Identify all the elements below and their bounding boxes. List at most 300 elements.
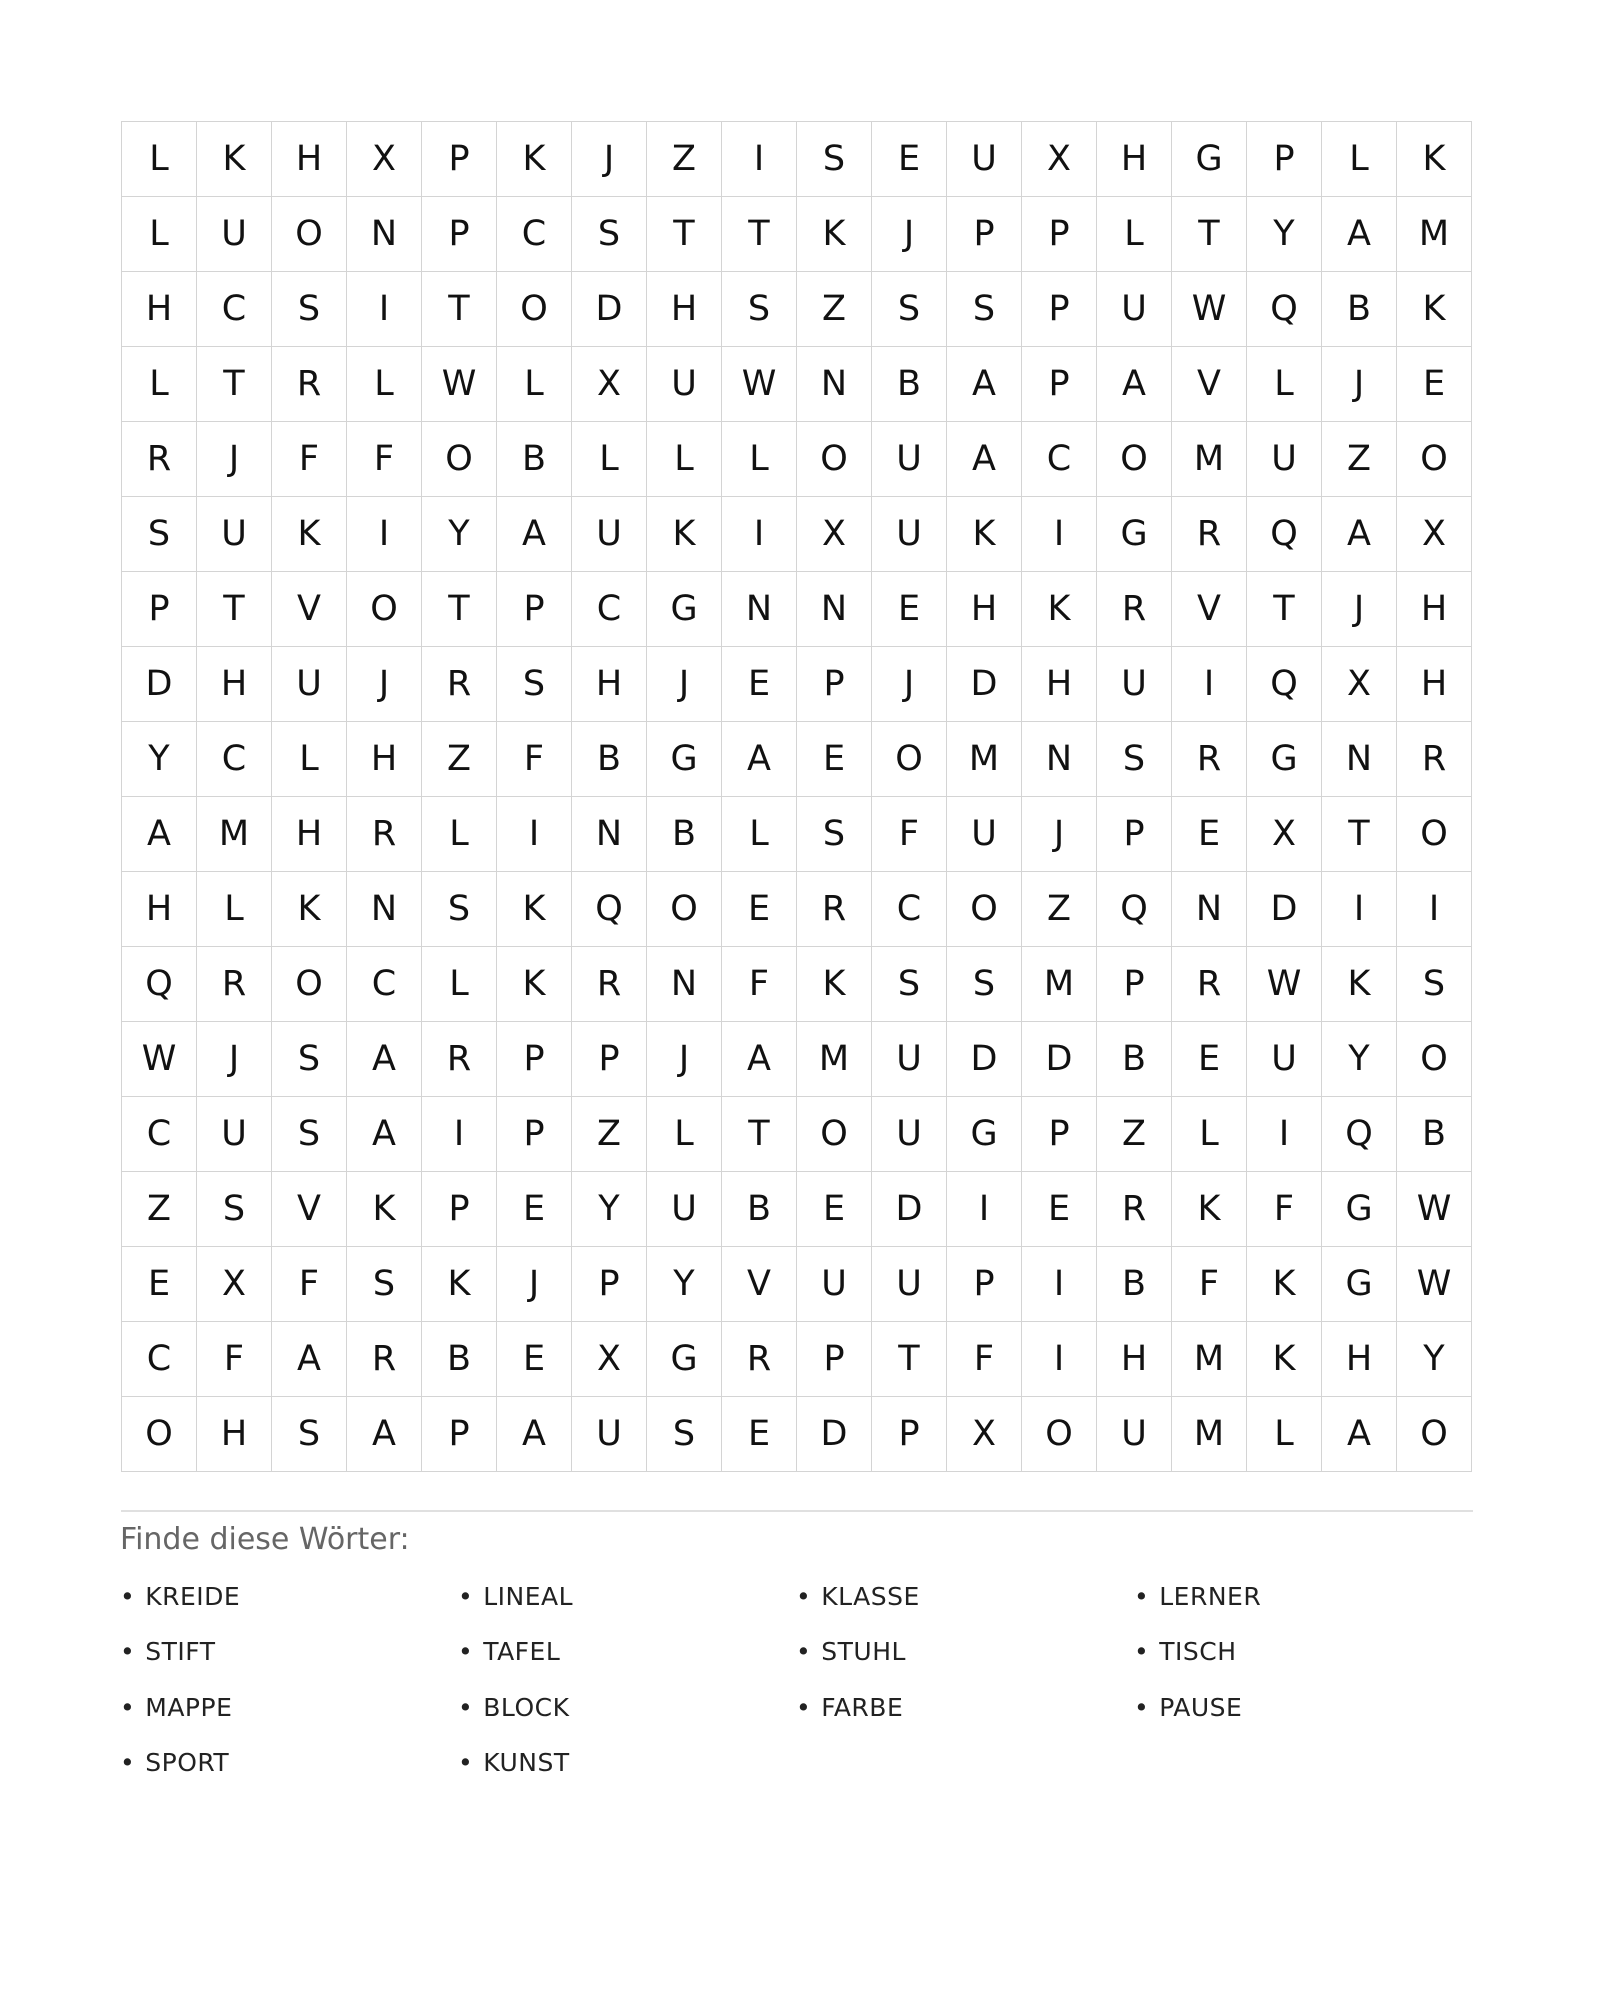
grid-cell[interactable]: Y	[1322, 1022, 1397, 1097]
grid-cell[interactable]: P	[1022, 1097, 1097, 1172]
grid-cell[interactable]: U	[872, 497, 947, 572]
grid-cell[interactable]: P	[797, 1322, 872, 1397]
grid-cell[interactable]: B	[872, 347, 947, 422]
grid-cell[interactable]: A	[722, 1022, 797, 1097]
grid-cell[interactable]: N	[572, 797, 647, 872]
grid-cell[interactable]: Y	[122, 722, 197, 797]
grid-cell[interactable]: G	[1097, 497, 1172, 572]
grid-cell[interactable]: S	[272, 1022, 347, 1097]
grid-cell[interactable]: R	[122, 422, 197, 497]
grid-cell[interactable]: F	[197, 1322, 272, 1397]
grid-cell[interactable]: C	[122, 1097, 197, 1172]
grid-cell[interactable]: K	[797, 197, 872, 272]
grid-cell[interactable]: B	[422, 1322, 497, 1397]
grid-cell[interactable]: P	[497, 1022, 572, 1097]
grid-cell[interactable]: K	[1247, 1322, 1322, 1397]
grid-cell[interactable]: P	[872, 1397, 947, 1472]
grid-cell[interactable]: H	[122, 872, 197, 947]
grid-cell[interactable]: I	[1322, 872, 1397, 947]
grid-cell[interactable]: H	[122, 272, 197, 347]
grid-cell[interactable]: E	[497, 1322, 572, 1397]
grid-cell[interactable]: Z	[572, 1097, 647, 1172]
grid-cell[interactable]: U	[872, 1022, 947, 1097]
grid-cell[interactable]: T	[647, 197, 722, 272]
grid-cell[interactable]: R	[1097, 1172, 1172, 1247]
grid-cell[interactable]: P	[497, 1097, 572, 1172]
grid-cell[interactable]: G	[647, 722, 722, 797]
grid-cell[interactable]: L	[1172, 1097, 1247, 1172]
grid-cell[interactable]: C	[572, 572, 647, 647]
grid-cell[interactable]: X	[1247, 797, 1322, 872]
grid-cell[interactable]: T	[872, 1322, 947, 1397]
grid-cell[interactable]: I	[1247, 1097, 1322, 1172]
grid-cell[interactable]: A	[947, 422, 1022, 497]
grid-cell[interactable]: X	[572, 1322, 647, 1397]
grid-cell[interactable]: O	[797, 422, 872, 497]
grid-cell[interactable]: E	[797, 1172, 872, 1247]
grid-cell[interactable]: E	[122, 1247, 197, 1322]
grid-cell[interactable]: R	[1172, 497, 1247, 572]
grid-cell[interactable]: M	[797, 1022, 872, 1097]
grid-cell[interactable]: E	[872, 122, 947, 197]
grid-cell[interactable]: G	[947, 1097, 1022, 1172]
grid-cell[interactable]: R	[347, 1322, 422, 1397]
grid-cell[interactable]: Z	[422, 722, 497, 797]
grid-cell[interactable]: K	[422, 1247, 497, 1322]
grid-cell[interactable]: L	[647, 422, 722, 497]
grid-cell[interactable]: S	[272, 272, 347, 347]
grid-cell[interactable]: R	[197, 947, 272, 1022]
grid-cell[interactable]: P	[1097, 947, 1172, 1022]
grid-cell[interactable]: R	[1397, 722, 1472, 797]
grid-cell[interactable]: T	[1247, 572, 1322, 647]
grid-cell[interactable]: U	[572, 497, 647, 572]
grid-cell[interactable]: H	[347, 722, 422, 797]
grid-cell[interactable]: F	[872, 797, 947, 872]
grid-cell[interactable]: U	[947, 122, 1022, 197]
grid-cell[interactable]: J	[1022, 797, 1097, 872]
grid-cell[interactable]: W	[422, 347, 497, 422]
grid-cell[interactable]: R	[1097, 572, 1172, 647]
grid-cell[interactable]: C	[197, 272, 272, 347]
grid-cell[interactable]: F	[497, 722, 572, 797]
grid-cell[interactable]: I	[1022, 497, 1097, 572]
grid-cell[interactable]: L	[122, 122, 197, 197]
grid-cell[interactable]: Q	[122, 947, 197, 1022]
grid-cell[interactable]: T	[197, 572, 272, 647]
grid-cell[interactable]: D	[797, 1397, 872, 1472]
grid-cell[interactable]: S	[497, 647, 572, 722]
grid-cell[interactable]: R	[722, 1322, 797, 1397]
grid-cell[interactable]: V	[272, 572, 347, 647]
grid-cell[interactable]: T	[422, 272, 497, 347]
grid-cell[interactable]: N	[647, 947, 722, 1022]
grid-cell[interactable]: E	[1397, 347, 1472, 422]
grid-cell[interactable]: W	[1397, 1247, 1472, 1322]
grid-cell[interactable]: H	[197, 1397, 272, 1472]
grid-cell[interactable]: V	[722, 1247, 797, 1322]
grid-cell[interactable]: S	[272, 1397, 347, 1472]
grid-cell[interactable]: O	[1397, 797, 1472, 872]
grid-cell[interactable]: D	[872, 1172, 947, 1247]
grid-cell[interactable]: O	[1397, 422, 1472, 497]
grid-cell[interactable]: T	[1322, 797, 1397, 872]
grid-cell[interactable]: U	[647, 1172, 722, 1247]
grid-cell[interactable]: N	[347, 197, 422, 272]
grid-cell[interactable]: B	[1097, 1022, 1172, 1097]
grid-cell[interactable]: I	[347, 497, 422, 572]
grid-cell[interactable]: A	[1322, 497, 1397, 572]
grid-cell[interactable]: O	[1397, 1397, 1472, 1472]
grid-cell[interactable]: K	[497, 872, 572, 947]
grid-cell[interactable]: K	[1397, 122, 1472, 197]
grid-cell[interactable]: R	[1172, 722, 1247, 797]
grid-cell[interactable]: A	[947, 347, 1022, 422]
grid-cell[interactable]: N	[1022, 722, 1097, 797]
grid-cell[interactable]: F	[722, 947, 797, 1022]
grid-cell[interactable]: I	[722, 497, 797, 572]
grid-cell[interactable]: J	[497, 1247, 572, 1322]
grid-cell[interactable]: U	[872, 1097, 947, 1172]
grid-cell[interactable]: N	[1322, 722, 1397, 797]
grid-cell[interactable]: S	[797, 122, 872, 197]
grid-cell[interactable]: K	[947, 497, 1022, 572]
grid-cell[interactable]: I	[722, 122, 797, 197]
grid-cell[interactable]: B	[1322, 272, 1397, 347]
grid-cell[interactable]: L	[197, 872, 272, 947]
grid-cell[interactable]: C	[347, 947, 422, 1022]
grid-cell[interactable]: M	[947, 722, 1022, 797]
grid-cell[interactable]: L	[647, 1097, 722, 1172]
grid-cell[interactable]: F	[1247, 1172, 1322, 1247]
grid-cell[interactable]: B	[1397, 1097, 1472, 1172]
grid-cell[interactable]: M	[1172, 1322, 1247, 1397]
grid-cell[interactable]: M	[197, 797, 272, 872]
grid-cell[interactable]: S	[347, 1247, 422, 1322]
grid-cell[interactable]: E	[497, 1172, 572, 1247]
grid-cell[interactable]: X	[572, 347, 647, 422]
grid-cell[interactable]: N	[797, 347, 872, 422]
grid-cell[interactable]: K	[1322, 947, 1397, 1022]
grid-cell[interactable]: W	[1172, 272, 1247, 347]
grid-cell[interactable]: U	[1247, 422, 1322, 497]
grid-cell[interactable]: O	[1022, 1397, 1097, 1472]
grid-cell[interactable]: C	[497, 197, 572, 272]
grid-cell[interactable]: H	[1322, 1322, 1397, 1397]
grid-cell[interactable]: K	[197, 122, 272, 197]
grid-cell[interactable]: L	[272, 722, 347, 797]
grid-cell[interactable]: L	[497, 347, 572, 422]
grid-cell[interactable]: L	[1322, 122, 1397, 197]
grid-cell[interactable]: L	[1097, 197, 1172, 272]
grid-cell[interactable]: A	[1322, 197, 1397, 272]
grid-cell[interactable]: P	[797, 647, 872, 722]
grid-cell[interactable]: L	[722, 797, 797, 872]
grid-cell[interactable]: H	[647, 272, 722, 347]
grid-cell[interactable]: X	[1397, 497, 1472, 572]
grid-cell[interactable]: O	[122, 1397, 197, 1472]
grid-cell[interactable]: C	[122, 1322, 197, 1397]
grid-cell[interactable]: U	[1097, 1397, 1172, 1472]
grid-cell[interactable]: J	[872, 197, 947, 272]
grid-cell[interactable]: Y	[647, 1247, 722, 1322]
grid-cell[interactable]: X	[1022, 122, 1097, 197]
grid-cell[interactable]: S	[122, 497, 197, 572]
grid-cell[interactable]: P	[422, 1172, 497, 1247]
grid-cell[interactable]: U	[197, 197, 272, 272]
grid-cell[interactable]: H	[1397, 647, 1472, 722]
grid-cell[interactable]: L	[122, 197, 197, 272]
grid-cell[interactable]: T	[722, 197, 797, 272]
grid-cell[interactable]: A	[497, 1397, 572, 1472]
grid-cell[interactable]: L	[572, 422, 647, 497]
grid-cell[interactable]: U	[1097, 272, 1172, 347]
grid-cell[interactable]: S	[272, 1097, 347, 1172]
grid-cell[interactable]: P	[422, 122, 497, 197]
grid-cell[interactable]: P	[422, 197, 497, 272]
grid-cell[interactable]: A	[122, 797, 197, 872]
grid-cell[interactable]: Z	[122, 1172, 197, 1247]
grid-cell[interactable]: W	[1397, 1172, 1472, 1247]
grid-cell[interactable]: D	[1022, 1022, 1097, 1097]
grid-cell[interactable]: S	[872, 947, 947, 1022]
grid-cell[interactable]: C	[872, 872, 947, 947]
grid-cell[interactable]: W	[722, 347, 797, 422]
grid-cell[interactable]: P	[572, 1022, 647, 1097]
grid-cell[interactable]: O	[947, 872, 1022, 947]
grid-cell[interactable]: L	[1247, 1397, 1322, 1472]
grid-cell[interactable]: O	[647, 872, 722, 947]
grid-cell[interactable]: X	[797, 497, 872, 572]
grid-cell[interactable]: V	[1172, 347, 1247, 422]
grid-cell[interactable]: D	[947, 1022, 1022, 1097]
grid-cell[interactable]: U	[1247, 1022, 1322, 1097]
grid-cell[interactable]: R	[797, 872, 872, 947]
grid-cell[interactable]: L	[347, 347, 422, 422]
grid-cell[interactable]: B	[722, 1172, 797, 1247]
grid-cell[interactable]: K	[347, 1172, 422, 1247]
grid-cell[interactable]: P	[1022, 347, 1097, 422]
grid-cell[interactable]: T	[722, 1097, 797, 1172]
grid-cell[interactable]: S	[947, 947, 1022, 1022]
grid-cell[interactable]: J	[347, 647, 422, 722]
grid-cell[interactable]: Q	[1322, 1097, 1397, 1172]
grid-cell[interactable]: U	[272, 647, 347, 722]
grid-cell[interactable]: S	[872, 272, 947, 347]
grid-cell[interactable]: N	[1172, 872, 1247, 947]
grid-cell[interactable]: F	[272, 422, 347, 497]
grid-cell[interactable]: G	[647, 572, 722, 647]
grid-cell[interactable]: Y	[1397, 1322, 1472, 1397]
grid-cell[interactable]: X	[197, 1247, 272, 1322]
grid-cell[interactable]: E	[872, 572, 947, 647]
grid-cell[interactable]: D	[1247, 872, 1322, 947]
grid-cell[interactable]: G	[1247, 722, 1322, 797]
grid-cell[interactable]: Q	[1247, 497, 1322, 572]
grid-cell[interactable]: X	[347, 122, 422, 197]
grid-cell[interactable]: K	[1022, 572, 1097, 647]
grid-cell[interactable]: P	[1022, 272, 1097, 347]
grid-cell[interactable]: B	[1097, 1247, 1172, 1322]
grid-cell[interactable]: K	[1247, 1247, 1322, 1322]
grid-cell[interactable]: O	[1097, 422, 1172, 497]
grid-cell[interactable]: U	[572, 1397, 647, 1472]
grid-cell[interactable]: Z	[797, 272, 872, 347]
grid-cell[interactable]: J	[1322, 347, 1397, 422]
grid-cell[interactable]: M	[1172, 422, 1247, 497]
grid-cell[interactable]: C	[197, 722, 272, 797]
grid-cell[interactable]: M	[1172, 1397, 1247, 1472]
grid-cell[interactable]: G	[647, 1322, 722, 1397]
grid-cell[interactable]: U	[647, 347, 722, 422]
grid-cell[interactable]: E	[722, 1397, 797, 1472]
grid-cell[interactable]: A	[1097, 347, 1172, 422]
grid-cell[interactable]: W	[122, 1022, 197, 1097]
grid-cell[interactable]: A	[272, 1322, 347, 1397]
grid-cell[interactable]: P	[1097, 797, 1172, 872]
grid-cell[interactable]: K	[1172, 1172, 1247, 1247]
grid-cell[interactable]: O	[422, 422, 497, 497]
grid-cell[interactable]: E	[1172, 1022, 1247, 1097]
grid-cell[interactable]: M	[1022, 947, 1097, 1022]
grid-cell[interactable]: Y	[422, 497, 497, 572]
grid-cell[interactable]: H	[272, 122, 347, 197]
grid-cell[interactable]: X	[947, 1397, 1022, 1472]
grid-cell[interactable]: U	[797, 1247, 872, 1322]
grid-cell[interactable]: O	[1397, 1022, 1472, 1097]
grid-cell[interactable]: B	[572, 722, 647, 797]
grid-cell[interactable]: C	[1022, 422, 1097, 497]
grid-cell[interactable]: G	[1322, 1247, 1397, 1322]
grid-cell[interactable]: P	[1022, 197, 1097, 272]
grid-cell[interactable]: O	[497, 272, 572, 347]
grid-cell[interactable]: Q	[1097, 872, 1172, 947]
grid-cell[interactable]: S	[422, 872, 497, 947]
grid-cell[interactable]: I	[347, 272, 422, 347]
grid-cell[interactable]: I	[947, 1172, 1022, 1247]
grid-cell[interactable]: O	[872, 722, 947, 797]
grid-cell[interactable]: G	[1172, 122, 1247, 197]
grid-cell[interactable]: H	[572, 647, 647, 722]
grid-cell[interactable]: D	[572, 272, 647, 347]
grid-cell[interactable]: R	[422, 1022, 497, 1097]
grid-cell[interactable]: J	[572, 122, 647, 197]
grid-cell[interactable]: G	[1322, 1172, 1397, 1247]
grid-cell[interactable]: E	[722, 872, 797, 947]
grid-cell[interactable]: J	[1322, 572, 1397, 647]
grid-cell[interactable]: N	[722, 572, 797, 647]
grid-cell[interactable]: S	[197, 1172, 272, 1247]
grid-cell[interactable]: K	[497, 122, 572, 197]
grid-cell[interactable]: A	[347, 1097, 422, 1172]
grid-cell[interactable]: O	[347, 572, 422, 647]
grid-cell[interactable]: O	[797, 1097, 872, 1172]
grid-cell[interactable]: K	[272, 872, 347, 947]
grid-cell[interactable]: K	[497, 947, 572, 1022]
grid-cell[interactable]: B	[497, 422, 572, 497]
grid-cell[interactable]: U	[1097, 647, 1172, 722]
grid-cell[interactable]: I	[422, 1097, 497, 1172]
grid-cell[interactable]: I	[1172, 647, 1247, 722]
grid-cell[interactable]: D	[122, 647, 197, 722]
grid-cell[interactable]: S	[1097, 722, 1172, 797]
grid-cell[interactable]: P	[947, 1247, 1022, 1322]
grid-cell[interactable]: P	[497, 572, 572, 647]
grid-cell[interactable]: T	[422, 572, 497, 647]
grid-cell[interactable]: N	[347, 872, 422, 947]
grid-cell[interactable]: E	[722, 647, 797, 722]
grid-cell[interactable]: K	[647, 497, 722, 572]
grid-cell[interactable]: R	[572, 947, 647, 1022]
grid-cell[interactable]: I	[497, 797, 572, 872]
grid-cell[interactable]: Z	[647, 122, 722, 197]
grid-cell[interactable]: E	[1172, 797, 1247, 872]
grid-cell[interactable]: U	[872, 422, 947, 497]
grid-cell[interactable]: U	[197, 1097, 272, 1172]
grid-cell[interactable]: L	[422, 797, 497, 872]
grid-cell[interactable]: H	[1097, 1322, 1172, 1397]
grid-cell[interactable]: E	[797, 722, 872, 797]
grid-cell[interactable]: K	[797, 947, 872, 1022]
grid-cell[interactable]: J	[197, 422, 272, 497]
grid-cell[interactable]: A	[347, 1022, 422, 1097]
grid-cell[interactable]: Z	[1322, 422, 1397, 497]
grid-cell[interactable]: U	[947, 797, 1022, 872]
grid-cell[interactable]: Z	[1022, 872, 1097, 947]
grid-cell[interactable]: A	[347, 1397, 422, 1472]
grid-cell[interactable]: S	[947, 272, 1022, 347]
grid-cell[interactable]: R	[347, 797, 422, 872]
grid-cell[interactable]: B	[647, 797, 722, 872]
grid-cell[interactable]: L	[1247, 347, 1322, 422]
grid-cell[interactable]: U	[197, 497, 272, 572]
grid-cell[interactable]: S	[797, 797, 872, 872]
grid-cell[interactable]: H	[1022, 647, 1097, 722]
grid-cell[interactable]: F	[947, 1322, 1022, 1397]
grid-cell[interactable]: Y	[1247, 197, 1322, 272]
grid-cell[interactable]: H	[272, 797, 347, 872]
grid-cell[interactable]: J	[647, 1022, 722, 1097]
grid-cell[interactable]: P	[947, 197, 1022, 272]
grid-cell[interactable]: L	[122, 347, 197, 422]
grid-cell[interactable]: E	[1022, 1172, 1097, 1247]
grid-cell[interactable]: V	[272, 1172, 347, 1247]
grid-cell[interactable]: H	[1097, 122, 1172, 197]
grid-cell[interactable]: F	[1172, 1247, 1247, 1322]
grid-cell[interactable]: M	[1397, 197, 1472, 272]
grid-cell[interactable]: S	[1397, 947, 1472, 1022]
grid-cell[interactable]: R	[1172, 947, 1247, 1022]
grid-cell[interactable]: P	[1247, 122, 1322, 197]
grid-cell[interactable]: I	[1022, 1322, 1097, 1397]
grid-cell[interactable]: H	[197, 647, 272, 722]
grid-cell[interactable]: S	[572, 197, 647, 272]
grid-cell[interactable]: W	[1247, 947, 1322, 1022]
grid-cell[interactable]: L	[722, 422, 797, 497]
grid-cell[interactable]: I	[1397, 872, 1472, 947]
grid-cell[interactable]: Z	[1097, 1097, 1172, 1172]
grid-cell[interactable]: H	[1397, 572, 1472, 647]
grid-cell[interactable]: A	[1322, 1397, 1397, 1472]
grid-cell[interactable]: D	[947, 647, 1022, 722]
grid-cell[interactable]: R	[422, 647, 497, 722]
grid-cell[interactable]: A	[722, 722, 797, 797]
grid-cell[interactable]: F	[347, 422, 422, 497]
grid-cell[interactable]: S	[722, 272, 797, 347]
grid-cell[interactable]: X	[1322, 647, 1397, 722]
grid-cell[interactable]: O	[272, 947, 347, 1022]
grid-cell[interactable]: P	[422, 1397, 497, 1472]
